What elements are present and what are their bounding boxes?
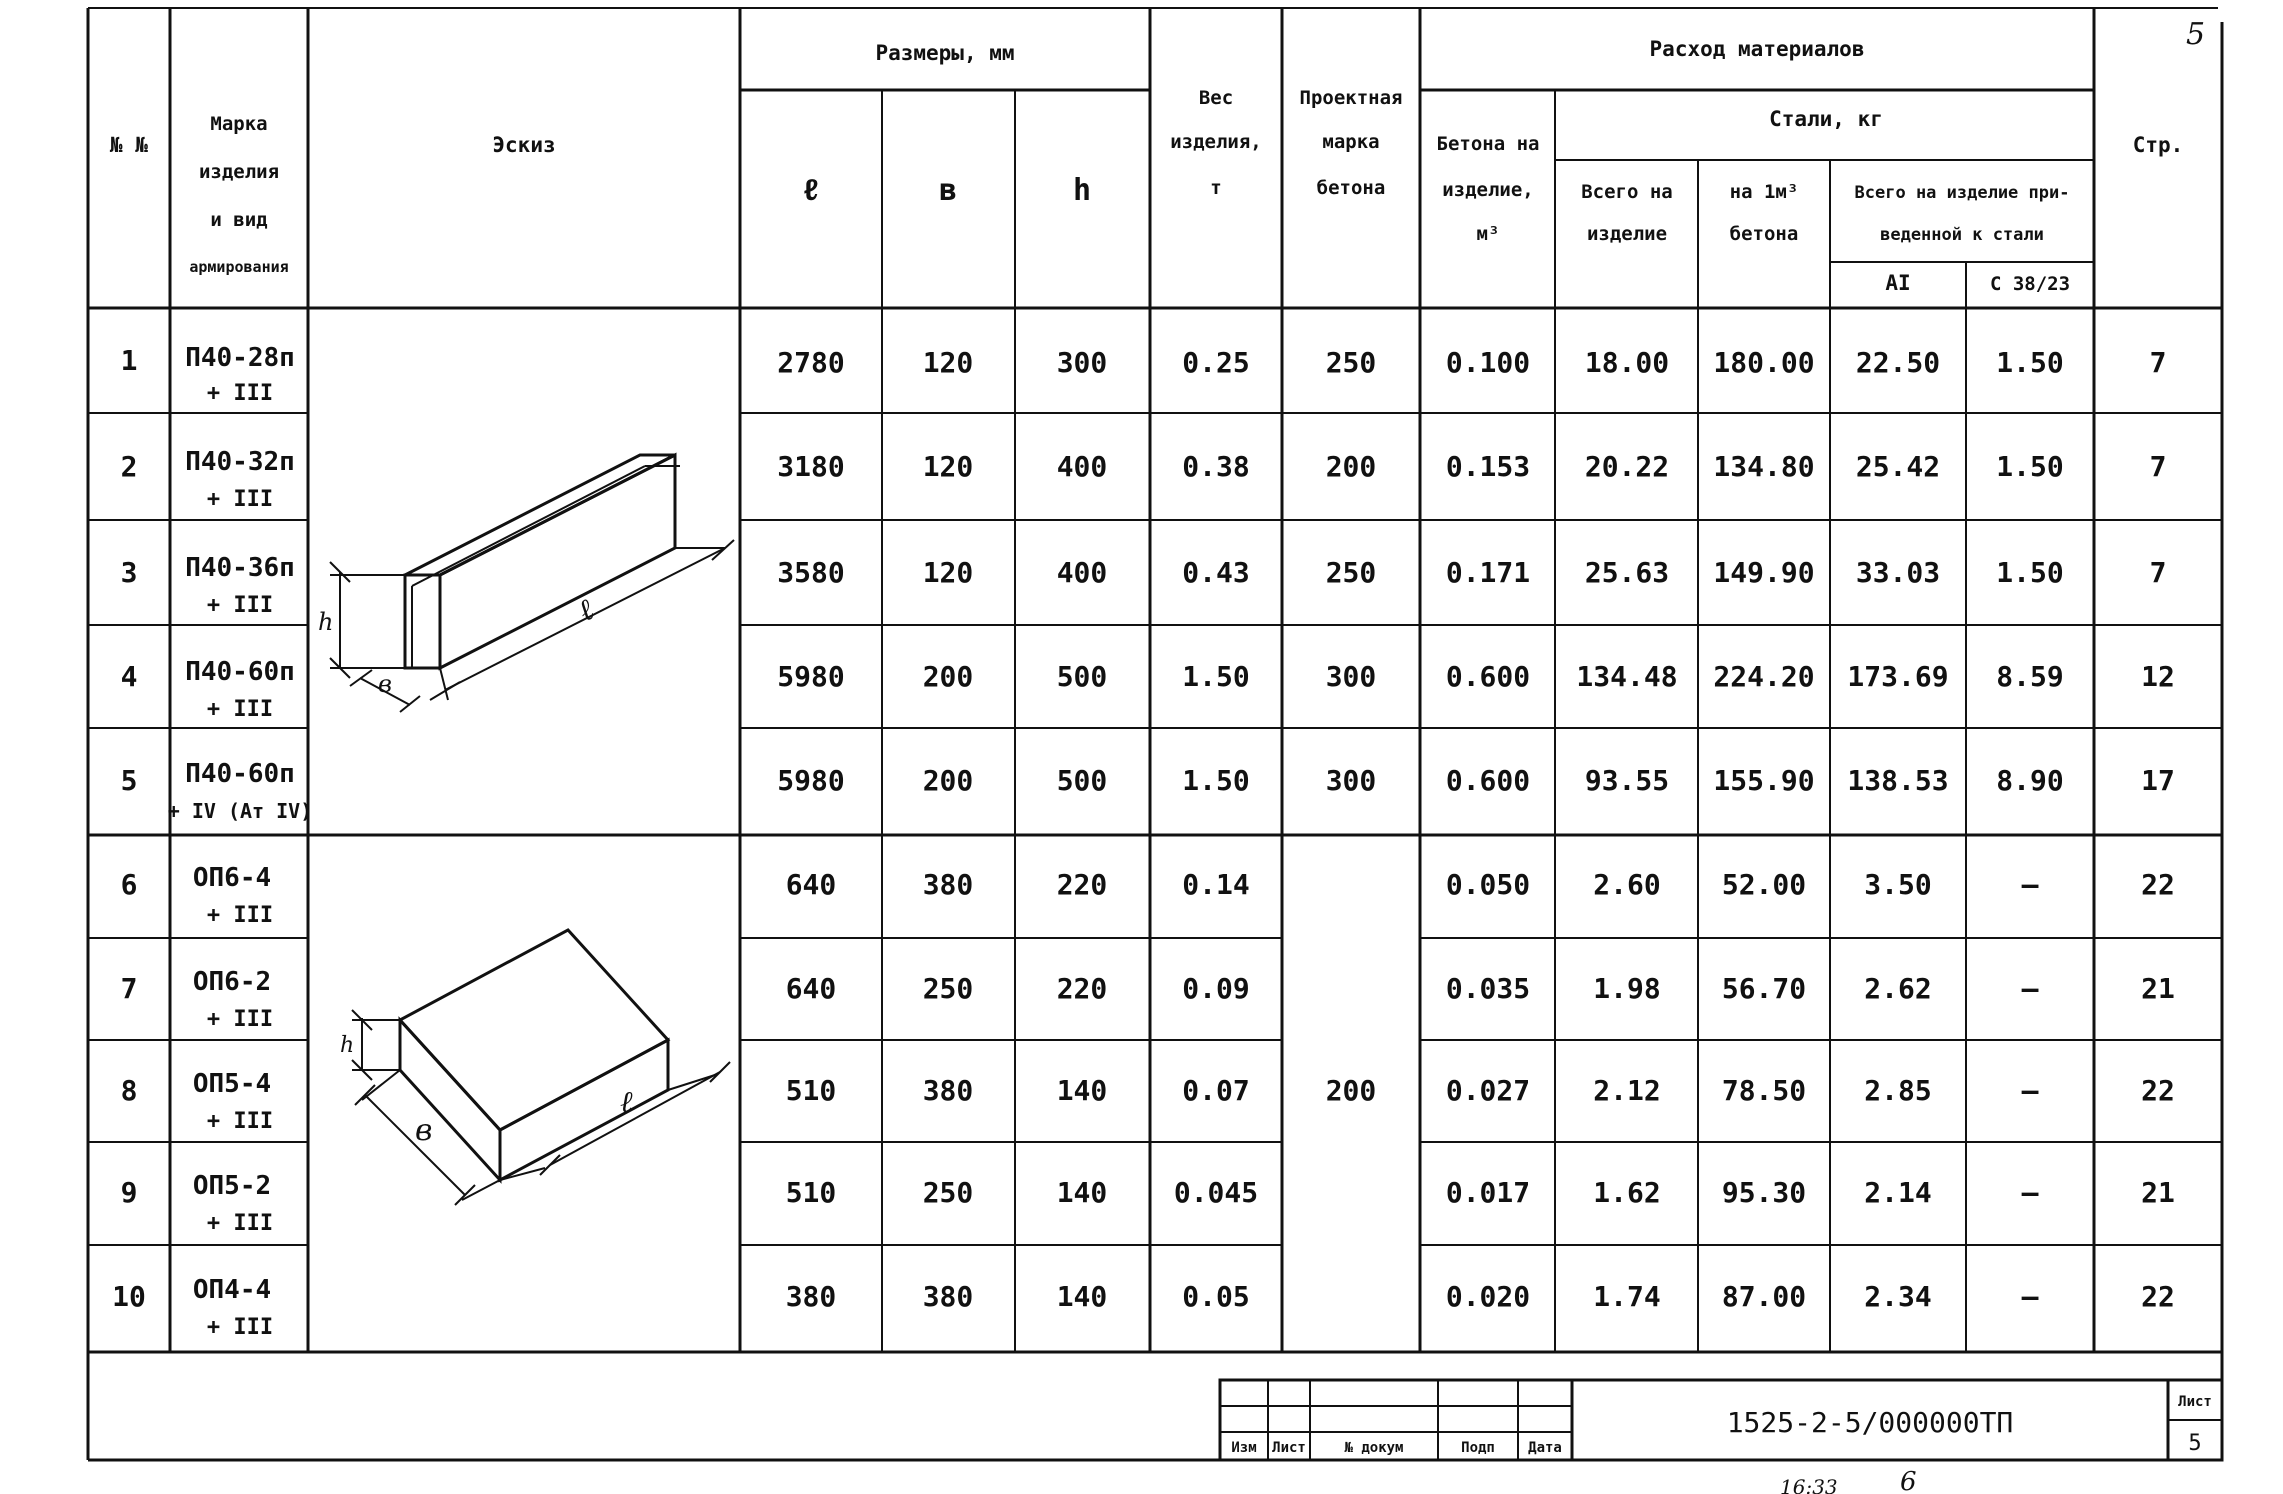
row-steel-m3: 56.70 — [1721, 972, 1807, 1005]
bottom-note-right: 6 — [1900, 1467, 1917, 1494]
row-number: 5 — [120, 764, 138, 797]
row-steel-total: 18.00 — [1584, 346, 1670, 379]
row-page: 7 — [2149, 346, 2167, 379]
header-mark-line-1: Марка — [210, 113, 268, 135]
row-concrete: 0.100 — [1445, 346, 1531, 379]
header-size-l: ℓ — [801, 173, 821, 208]
header-concrete-line-1: Бетона на — [1436, 133, 1540, 155]
row-steel-m3: 224.20 — [1713, 660, 1815, 693]
header-weight-line-1: Вес — [1198, 87, 1234, 109]
row-width: 200 — [922, 764, 974, 797]
header-steel-group: Стали, кг — [1769, 107, 1883, 131]
row-length: 640 — [785, 868, 837, 901]
beam-dimension-b: в — [378, 670, 392, 698]
title-col-date: Дата — [1528, 1440, 1562, 1456]
row-steel-m3: 52.00 — [1721, 868, 1807, 901]
table-header — [109, 37, 2183, 295]
row-steel-ai: 138.53 — [1847, 764, 1949, 797]
row-steel-m3: 149.90 — [1713, 556, 1815, 589]
title-col-izm: Изм — [1231, 1440, 1257, 1456]
header-materials-group: Расход материалов — [1649, 37, 1865, 61]
header-mark-line-4: армирования — [189, 258, 289, 276]
row-weight: 0.045 — [1173, 1176, 1259, 1209]
header-steel-total-line-2: изделие — [1586, 223, 1668, 245]
row-number: 3 — [120, 556, 138, 589]
row-mark: ОП6-4 — [192, 863, 272, 893]
row-page: 21 — [2141, 972, 2175, 1005]
row-concrete: 0.020 — [1445, 1280, 1531, 1313]
row-steel-c: – — [2021, 868, 2039, 901]
row-mark: ОП6-2 — [192, 967, 272, 997]
row-number: 10 — [112, 1280, 146, 1313]
row-steel-total: 1.62 — [1593, 1176, 1661, 1209]
row-steel-c: – — [2021, 1280, 2039, 1313]
row-concrete: 0.600 — [1445, 660, 1531, 693]
header-weight-line-2: изделия, — [1170, 131, 1262, 153]
header-mark-line-2: изделия — [198, 161, 280, 183]
row-length: 510 — [785, 1074, 837, 1107]
row-height: 140 — [1056, 1280, 1108, 1313]
title-col-list: Лист — [1272, 1440, 1306, 1456]
row-height: 300 — [1056, 346, 1108, 379]
row-steel-ai: 25.42 — [1855, 450, 1941, 483]
row-steel-c: – — [2021, 972, 2039, 1005]
row-steel-m3: 180.00 — [1713, 346, 1815, 379]
row-page: 7 — [2149, 556, 2167, 589]
row-reinforcement: + III — [206, 593, 274, 618]
row-steel-c: 1.50 — [1996, 450, 2064, 483]
row-page: 7 — [2149, 450, 2167, 483]
row-length: 3180 — [777, 450, 845, 483]
header-grade-line-1: Проектная — [1299, 87, 1403, 109]
row-weight: 0.07 — [1182, 1074, 1250, 1107]
row-page: 12 — [2141, 660, 2175, 693]
row-number: 1 — [120, 344, 138, 377]
row-number: 6 — [120, 868, 138, 901]
block-dimension-l: ℓ — [620, 1085, 633, 1120]
row-steel-ai: 2.85 — [1864, 1074, 1932, 1107]
row-width: 250 — [922, 972, 974, 1005]
header-steel-reduced-line-2: веденной к стали — [1880, 225, 2044, 245]
row-length: 2780 — [777, 346, 845, 379]
row-reinforcement: + III — [206, 1315, 274, 1340]
row-page: 22 — [2141, 1280, 2175, 1313]
row-weight: 0.05 — [1182, 1280, 1250, 1313]
row-length: 640 — [785, 972, 837, 1005]
row-grade: 200 — [1325, 450, 1377, 483]
bottom-note-left: 16:33 — [1780, 1475, 1838, 1494]
title-col-sign: Подп — [1461, 1440, 1495, 1456]
beam-dimension-h: h — [318, 608, 334, 636]
row-width: 380 — [922, 1074, 974, 1107]
title-designation: 1525-2-5/000000ТП — [1726, 1406, 2014, 1439]
header-steel-c: С 38/23 — [1989, 273, 2071, 295]
row-mark: ОП4-4 — [192, 1275, 272, 1305]
row-number: 2 — [120, 450, 138, 483]
row-mark: ОП5-4 — [192, 1069, 272, 1099]
row-steel-c: 1.50 — [1996, 346, 2064, 379]
row-reinforcement: + III — [206, 903, 274, 928]
row-page: 22 — [2141, 1074, 2175, 1107]
table-row — [121, 1171, 2175, 1236]
row-grade: 300 — [1325, 660, 1377, 693]
row-steel-m3: 87.00 — [1721, 1280, 1807, 1313]
page-corner-number: 5 — [2186, 17, 2206, 52]
row-weight: 0.09 — [1182, 972, 1250, 1005]
row-steel-total: 2.60 — [1593, 868, 1661, 901]
row-steel-ai: 2.62 — [1864, 972, 1932, 1005]
header-grade-line-3: бетона — [1316, 177, 1386, 199]
table-row — [121, 447, 2167, 512]
row-reinforcement: + III — [206, 697, 274, 722]
row-steel-m3: 78.50 — [1721, 1074, 1807, 1107]
row-width: 200 — [922, 660, 974, 693]
row-height: 140 — [1056, 1176, 1108, 1209]
row-reinforcement: + III — [206, 487, 274, 512]
row-steel-total: 2.12 — [1593, 1074, 1661, 1107]
row-steel-c: 8.59 — [1996, 660, 2064, 693]
row-reinforcement: + III — [206, 381, 274, 406]
row-height: 220 — [1056, 972, 1108, 1005]
row-length: 5980 — [777, 660, 845, 693]
row-number: 8 — [120, 1074, 138, 1107]
row-reinforcement: + III — [206, 1109, 274, 1134]
header-concrete-line-2: изделие, — [1442, 179, 1534, 201]
row-grade: 300 — [1325, 764, 1377, 797]
row-steel-total: 20.22 — [1584, 450, 1670, 483]
row-steel-m3: 95.30 — [1721, 1176, 1807, 1209]
row-width: 120 — [922, 346, 974, 379]
row-steel-total: 1.98 — [1593, 972, 1661, 1005]
row-weight: 1.50 — [1182, 764, 1250, 797]
row-width: 250 — [922, 1176, 974, 1209]
row-steel-total: 134.48 — [1576, 660, 1678, 693]
table-body — [112, 343, 2175, 1340]
block-dimension-h: h — [340, 1033, 355, 1058]
header-weight-line-3: т — [1210, 177, 1222, 199]
title-col-doc: № докум — [1344, 1440, 1404, 1456]
table-row — [121, 343, 2167, 406]
row-steel-c: – — [2021, 1074, 2039, 1107]
row-height: 140 — [1056, 1074, 1108, 1107]
row-steel-ai: 3.50 — [1864, 868, 1932, 901]
row-height: 500 — [1056, 764, 1108, 797]
row-concrete: 0.600 — [1445, 764, 1531, 797]
beam-dimension-l: ℓ — [572, 592, 600, 630]
header-mark-line-3: и вид — [210, 209, 268, 231]
block-sketch — [352, 930, 730, 1205]
row-concrete: 0.171 — [1445, 556, 1531, 589]
row-width: 120 — [922, 450, 974, 483]
table-row — [121, 967, 2175, 1032]
row-weight: 1.50 — [1182, 660, 1250, 693]
row-grade: 200 — [1325, 1074, 1377, 1107]
header-sizes-group: Размеры, мм — [875, 41, 1015, 65]
row-steel-m3: 155.90 — [1713, 764, 1815, 797]
row-steel-ai: 22.50 — [1855, 346, 1941, 379]
row-steel-ai: 2.14 — [1864, 1176, 1932, 1209]
header-steel-total-line-1: Всего на — [1581, 181, 1673, 203]
row-length: 380 — [785, 1280, 837, 1313]
header-size-h: h — [1072, 173, 1092, 208]
header-page: Стр. — [2132, 133, 2184, 157]
row-concrete: 0.050 — [1445, 868, 1531, 901]
row-height: 400 — [1056, 450, 1108, 483]
row-page: 17 — [2141, 764, 2175, 797]
header-concrete-line-3: м³ — [1476, 223, 1500, 245]
row-steel-total: 1.74 — [1593, 1280, 1661, 1313]
row-length: 510 — [785, 1176, 837, 1209]
row-mark: ОП5-2 — [192, 1171, 272, 1201]
header-grade-line-2: марка — [1322, 131, 1380, 153]
table-row — [112, 1275, 2175, 1340]
row-concrete: 0.027 — [1445, 1074, 1531, 1107]
row-height: 220 — [1056, 868, 1108, 901]
row-reinforcement: + III — [206, 1211, 274, 1236]
row-concrete: 0.153 — [1445, 450, 1531, 483]
row-grade: 250 — [1325, 346, 1377, 379]
row-reinforcement: + IV (Ат IV) — [167, 799, 313, 823]
row-width: 380 — [922, 868, 974, 901]
row-length: 3580 — [777, 556, 845, 589]
row-steel-c: 1.50 — [1996, 556, 2064, 589]
header-steel-reduced-line-1: Всего на изделие при- — [1854, 183, 2070, 203]
header-steel-m3-line-2: бетона — [1729, 223, 1799, 245]
row-mark: П40-60п — [185, 759, 295, 789]
row-mark: П40-60п — [185, 657, 295, 687]
row-steel-total: 93.55 — [1584, 764, 1670, 797]
row-steel-c: – — [2021, 1176, 2039, 1209]
table-row — [121, 759, 2175, 823]
row-steel-m3: 134.80 — [1713, 450, 1815, 483]
row-steel-total: 25.63 — [1584, 556, 1670, 589]
row-grade: 250 — [1325, 556, 1377, 589]
row-number: 7 — [120, 972, 138, 1005]
row-page: 21 — [2141, 1176, 2175, 1209]
block-dimension-b: в — [415, 1113, 433, 1148]
title-sheet-number: 5 — [2188, 1431, 2202, 1456]
row-mark: П40-32п — [185, 447, 295, 477]
row-steel-ai: 173.69 — [1847, 660, 1949, 693]
row-steel-ai: 33.03 — [1855, 556, 1941, 589]
row-height: 400 — [1056, 556, 1108, 589]
table-row — [121, 863, 2175, 928]
row-steel-ai: 2.34 — [1864, 1280, 1932, 1313]
row-weight: 0.25 — [1182, 346, 1250, 379]
row-concrete: 0.035 — [1445, 972, 1531, 1005]
row-number: 9 — [120, 1176, 138, 1209]
row-concrete: 0.017 — [1445, 1176, 1531, 1209]
title-sheet-label: Лист — [2178, 1394, 2212, 1410]
row-weight: 0.38 — [1182, 450, 1250, 483]
header-size-b: в — [938, 173, 958, 208]
row-steel-c: 8.90 — [1996, 764, 2064, 797]
header-number: № № — [110, 133, 148, 157]
row-number: 4 — [120, 660, 138, 693]
row-mark: П40-36п — [185, 553, 295, 583]
row-height: 500 — [1056, 660, 1108, 693]
row-weight: 0.43 — [1182, 556, 1250, 589]
header-sketch: Эскиз — [492, 133, 556, 157]
row-length: 5980 — [777, 764, 845, 797]
header-steel-ai: АI — [1885, 271, 1911, 295]
row-weight: 0.14 — [1182, 868, 1250, 901]
row-mark: П40-28п — [185, 343, 295, 373]
row-width: 380 — [922, 1280, 974, 1313]
row-reinforcement: + III — [206, 1007, 274, 1032]
row-width: 120 — [922, 556, 974, 589]
row-page: 22 — [2141, 868, 2175, 901]
header-steel-m3-line-1: на 1м³ — [1729, 181, 1799, 203]
